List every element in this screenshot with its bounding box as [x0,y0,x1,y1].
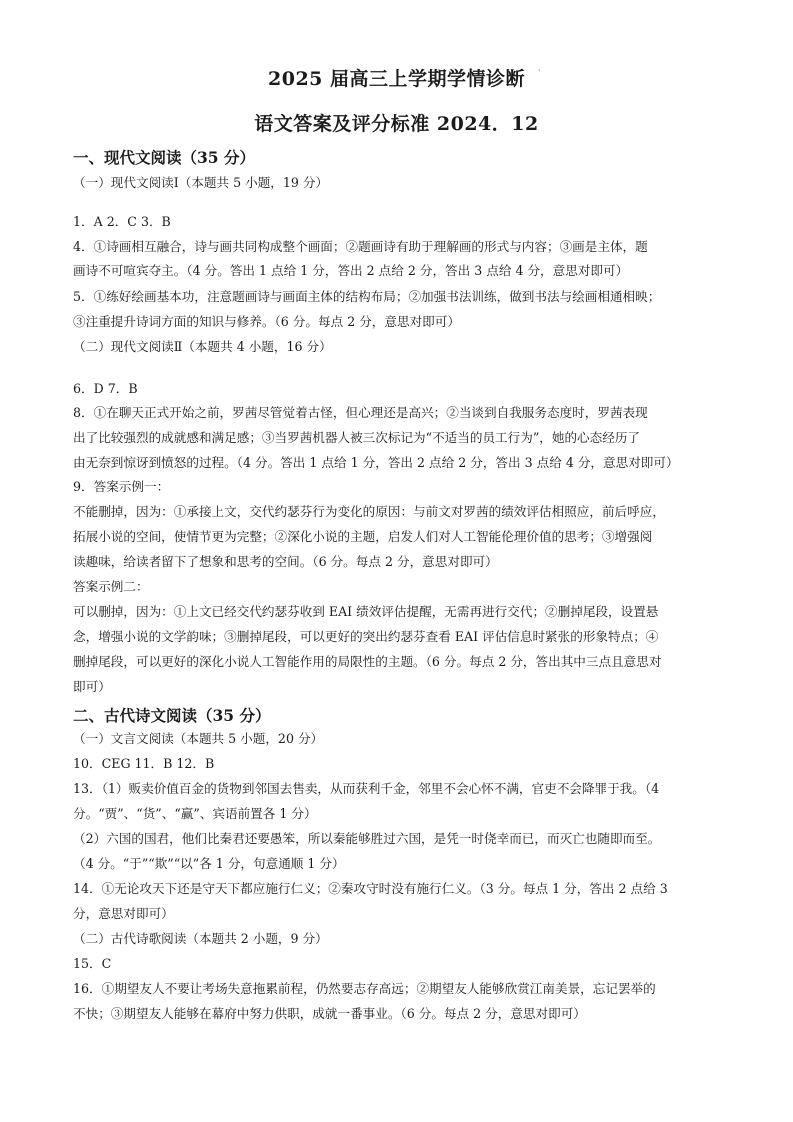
answer-line: （4 分。“于”“欺”“以”各 1 分，句意通顺 1 分） [73,856,345,871]
answer-line: 9．答案示例一： [73,479,170,494]
answer-line: 13．（1）贩卖价值百金的货物到邻国去售卖，从而获利千金，邻里不会心怀不满，官吏不会降罪于我。（4 [73,781,660,796]
answer-line: 念，增强小说的文学韵味；③删掉尾段，可以更好的突出约瑟芬查看 EAI 评估信息时紧张的形象特点；④ [73,629,659,644]
answer-line: 出了比较强烈的成就感和满足感；③当罗茜机器人被三次标记为“不适当的员工行为”，她的心态经历了 [73,430,641,445]
answer-line: 不能删掉，因为：①承接上文，交代约瑟芬行为变化的原因：与前文对罗茜的绩效评估相照应，前后呼应， [73,504,665,519]
answer-line: 5．①练好绘画基本功，注意题画诗与画面主体的结构布局；②加强书法训练，做到书法与绘画相通相映； [73,289,661,304]
answer-line: 14．①无论攻天下还是守天下都应施行仁义；②秦攻守时没有施行仁义。（3 分。每点 1 分，答出 2 点给 3 [73,881,668,896]
answer-line: 分，意思对即可） [73,906,174,921]
answer-line: 6．D 7．B [73,381,138,396]
answer-line: 分。“贾”、“货”、“赢”、宾语前置各 1 分） [73,806,317,821]
subsection-heading: （一）现代文阅读Ⅰ（本题共 5 小题，19 分） [73,175,329,190]
answer-line: 读趣味，给读者留下了想象和思考的空间。（6 分。每点 2 分，意思对即可） [73,554,498,569]
section-heading-modern-reading: 一、现代文阅读（35 分） [73,148,255,167]
answer-line: 即可） [73,679,111,694]
section-heading-classical-reading: 二、古代诗文阅读（35 分） [73,706,271,725]
answer-line: 16．①期望友人不要让考场失意拖累前程，仍然要志存高远；②期望友人能够欣赏江南美景，忘记罢举的 [73,981,656,996]
answer-line: 拓展小说的空间，使情节更为完整；②深化小说的主题，启发人们对人工智能伦理价值的思考；③增强阅 [73,529,653,544]
answer-line: 1．A 2．C 3．B [73,214,171,229]
answer-line: 4．①诗画相互融合，诗与画共同构成整个画面；②题画诗有助于理解画的形式与内容；③画是主体，题 [73,239,648,254]
answer-line: （2）六国的国君，他们比秦君还要愚笨，所以秦能够胜过六国，是凭一时侥幸而已，而灭亡也随即而至。 [73,831,661,846]
answer-line: 答案示例二： [73,579,149,594]
page-subtitle: 语文答案及评分标准 2024．12 [254,113,539,135]
subsection-heading: （一）文言文阅读（本题共 5 小题，20 分） [73,731,324,746]
answer-line: ③注重提升诗词方面的知识与修养。（6 分。每点 2 分，意思对即可） [73,314,460,329]
answer-line: 由无奈到惊讶到愤怒的过程。（4 分。答出 1 点给 1 分，答出 2 点给 2 分，答出 3 点给 4 分，意思对即可） [73,455,679,470]
subsection-heading: （二）古代诗歌阅读（本题共 2 小题，9 分） [73,931,328,946]
scan-mark: · [538,66,541,75]
page-title: 2025 届高三上学期学情诊断 [268,68,525,90]
answer-line: 画诗不可喧宾夺主。（4 分。答出 1 点给 1 分，答出 2 点给 2 分，答出 3 点给 4 分，意思对即可） [73,263,629,278]
answer-line: 8．①在聊天正式开始之前，罗茜尽管觉着古怪，但心理还是高兴；②当谈到自我服务态度时，罗茜表现 [73,405,648,420]
answer-line: 可以删掉，因为：①上文已经交代约瑟芬收到 EAI 绩效评估提醒，无需再进行交代；②删掉尾段，设置悬 [73,604,659,619]
answer-line: 删掉尾段，可以更好的深化小说人工智能作用的局限性的主题。（6 分。每点 2 分，答出其中三点且意思对 [73,654,662,669]
subsection-heading: （二）现代文阅读Ⅱ（本题共 4 小题，16 分） [73,339,332,354]
answer-line: 15．C [73,956,112,971]
answer-line: 不快；③期望友人能够在幕府中努力供职，成就一番事业。（6 分。每点 2 分，意思对即可） [73,1006,586,1021]
answer-line: 10．CEG 11．B 12．B [73,756,215,771]
